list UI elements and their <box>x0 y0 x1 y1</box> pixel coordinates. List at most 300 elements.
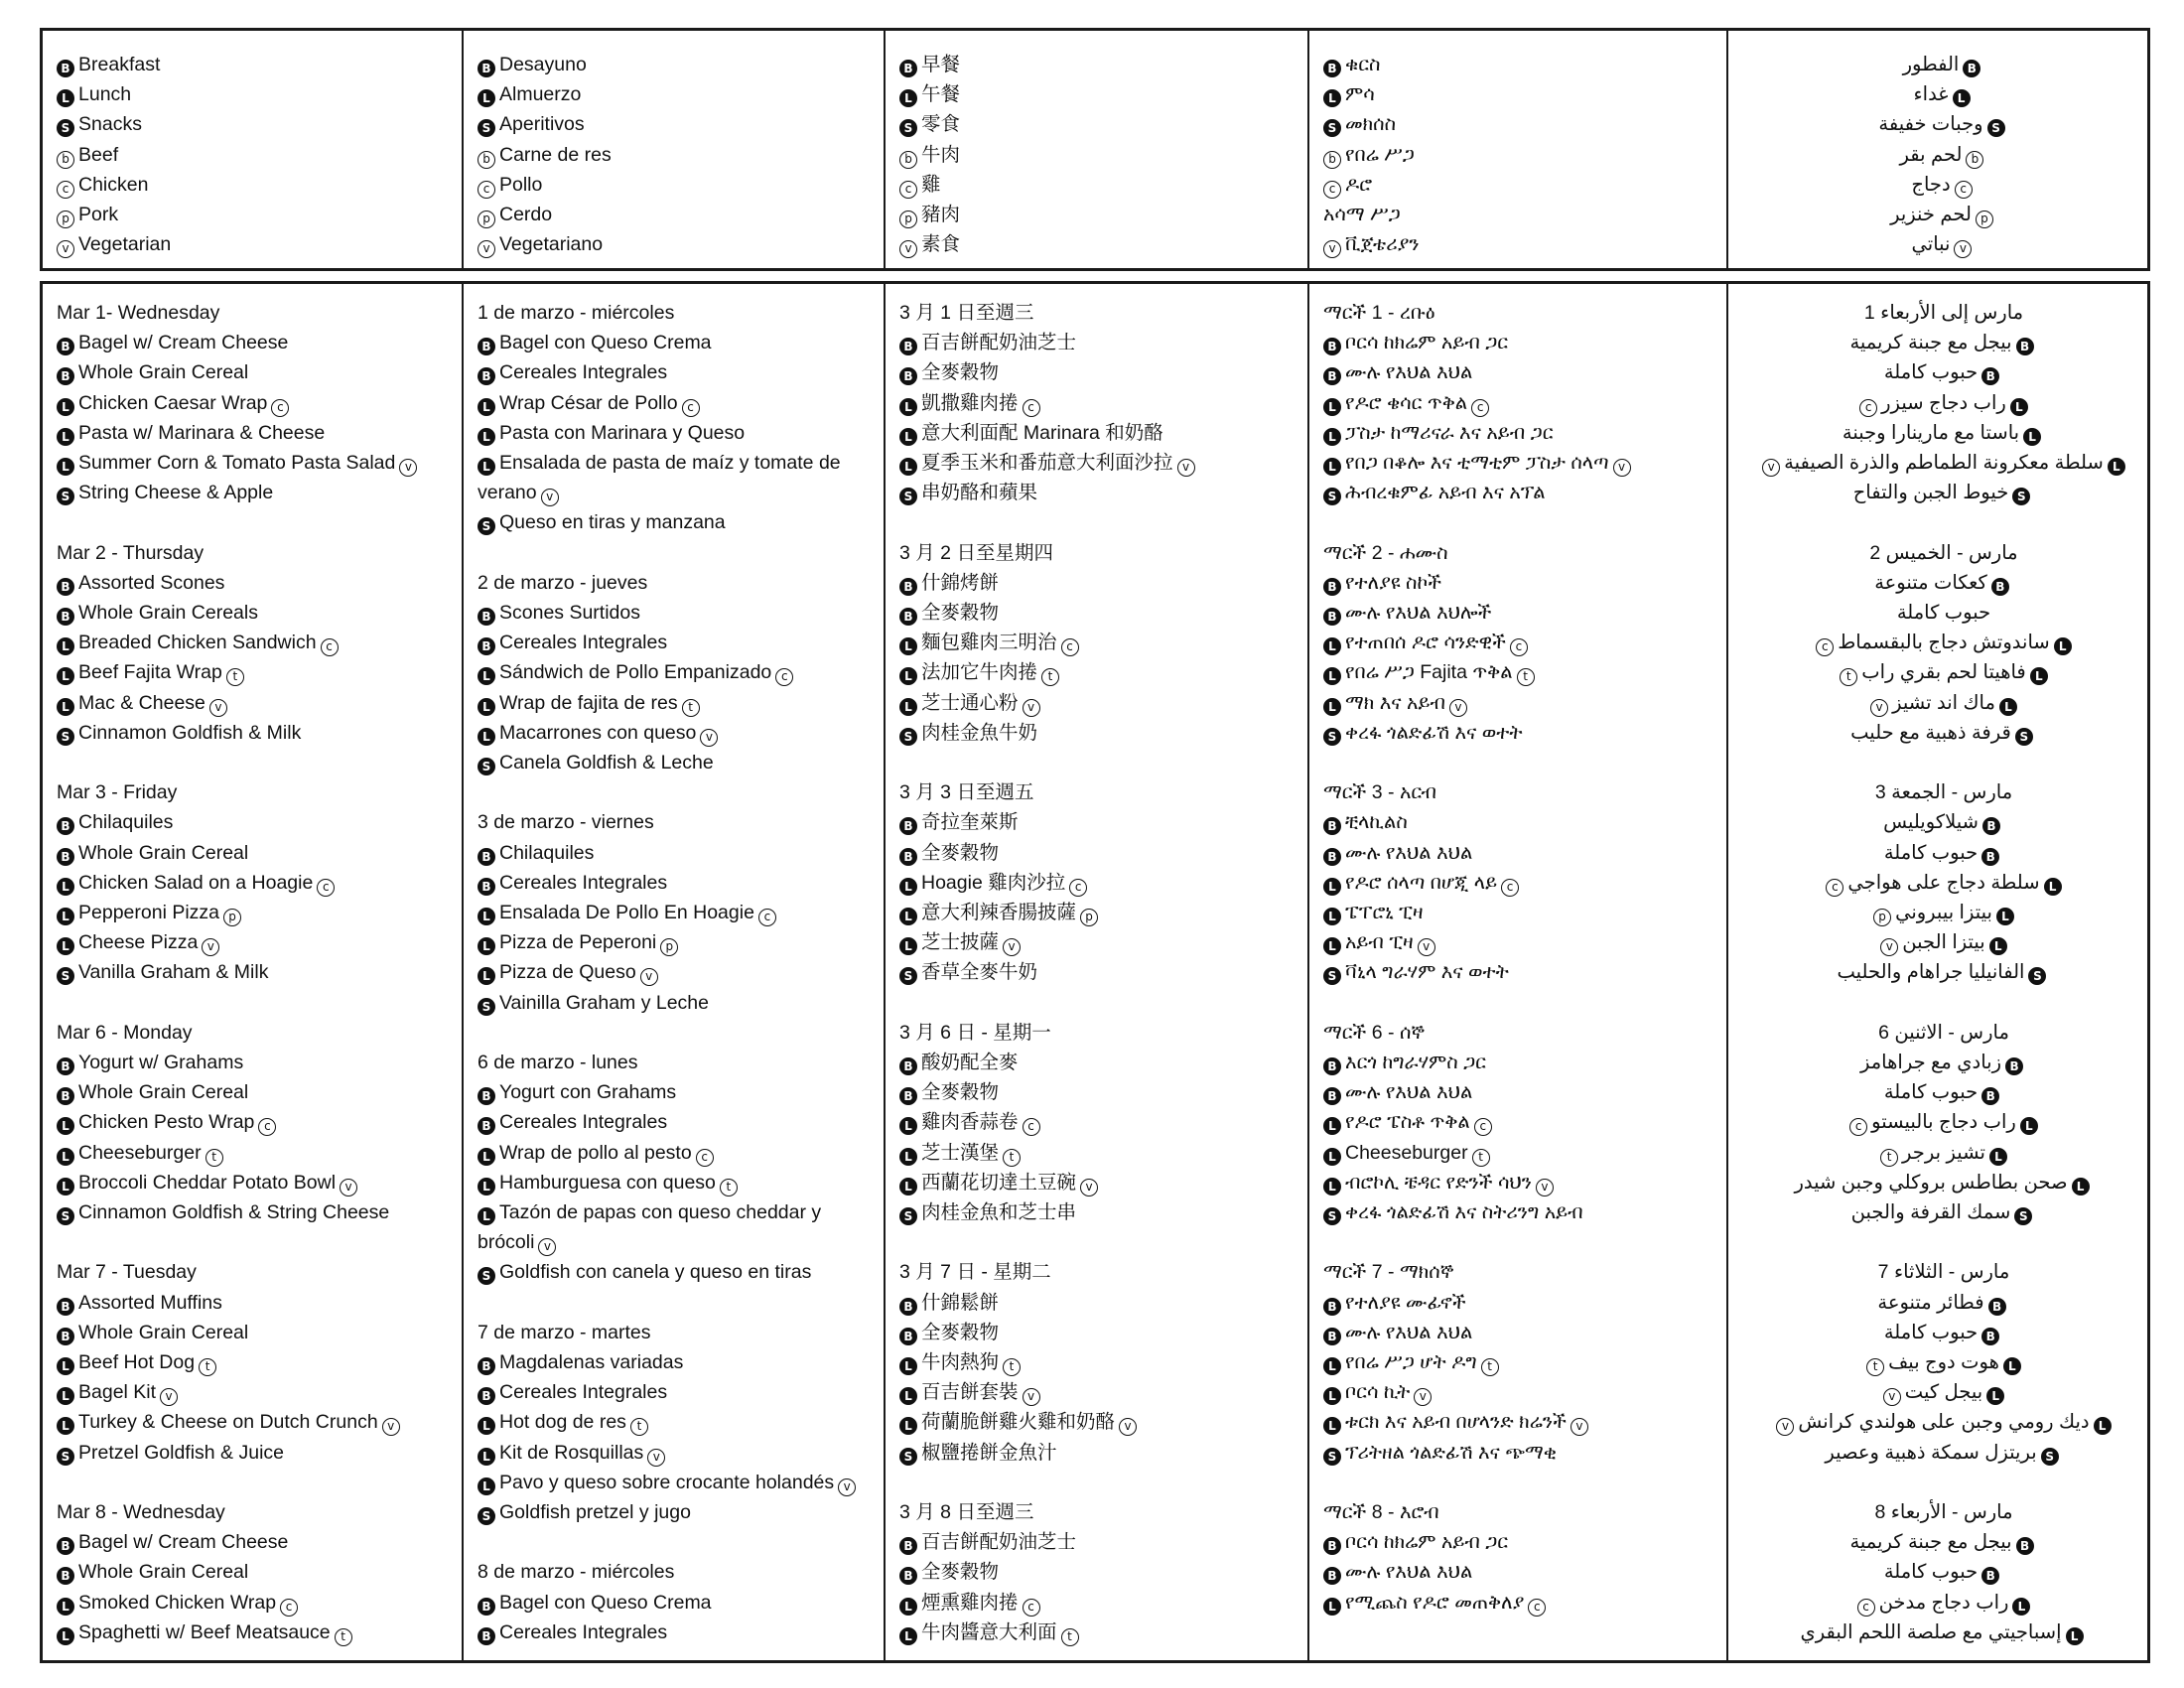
item-text: Pasta con Marinara y Queso <box>499 421 746 444</box>
menu-item <box>899 328 1299 357</box>
item-text: Spaghetti w/ Beef Meatsauce <box>78 1620 331 1643</box>
item-text: باستا مع مارينارا وجبنة <box>1842 421 2020 444</box>
item-text: حبوب كاملة <box>1896 602 1991 625</box>
lunch-icon: L <box>899 1417 917 1435</box>
breakfast-icon: B <box>2016 1537 2034 1555</box>
item-text: Chicken Salad on a Hoagie <box>78 871 314 894</box>
vegetarian-icon: v <box>1536 1179 1554 1196</box>
menu-item <box>899 1377 1299 1407</box>
day-heading <box>478 568 876 598</box>
snack-icon: S <box>57 488 74 505</box>
pork-icon: p <box>1976 211 1993 228</box>
menu-item <box>1323 1407 1718 1437</box>
item-text: ساندوتش دجاج بالبقسماط <box>1838 632 2050 654</box>
vegetarian-icon: v <box>1023 1388 1040 1406</box>
chicken-icon: c <box>57 181 74 199</box>
day-heading <box>1323 1257 1718 1287</box>
item-text: 全麥穀物 <box>921 1321 1000 1343</box>
item-text: Cerdo <box>499 204 553 226</box>
lunch-icon: L <box>2003 1357 2021 1375</box>
item-text: Chilaquiles <box>499 841 595 864</box>
item-text: 素食 <box>921 233 961 256</box>
chicken-icon: c <box>321 638 339 656</box>
chicken-icon: c <box>775 668 793 686</box>
lunch-icon: L <box>2066 1627 2084 1645</box>
menu-item <box>57 1407 454 1437</box>
day-heading <box>1323 1018 1718 1048</box>
snack-icon: S <box>478 1507 495 1525</box>
menu-item <box>57 1197 454 1227</box>
item-text: Almuerzo <box>499 83 582 106</box>
legend-item <box>1323 79 1718 109</box>
item-text: مارس - الجمعة 3 <box>1874 781 2013 804</box>
item-text: Cheese Pizza <box>78 931 199 954</box>
item-text: 3 月 3 日至週五 <box>899 781 1034 804</box>
menu-item <box>1742 838 2145 868</box>
item-text: حبوب كاملة <box>1883 1321 1979 1343</box>
item-text: خيوط الجبن والتفاح <box>1852 482 2009 504</box>
lunch-icon: L <box>899 698 917 716</box>
snack-icon: S <box>478 1267 495 1285</box>
menu-item <box>478 748 876 777</box>
vegetarian-icon: v <box>1613 459 1631 477</box>
menu-item <box>899 957 1299 987</box>
lunch-icon: L <box>478 667 495 685</box>
menu-item <box>478 448 876 507</box>
item-text: سلطة دجاج على هواجي <box>1847 871 2040 894</box>
item-text: 西蘭花切達土豆碗 <box>921 1171 1077 1194</box>
item-text: 牛肉醬意大利面 <box>921 1620 1057 1643</box>
item-text: Bagel w/ Cream Cheese <box>78 332 289 354</box>
lunch-icon: L <box>1323 1417 1341 1435</box>
menu-item <box>57 448 454 478</box>
menu-item <box>1742 1318 2145 1347</box>
breakfast-icon: B <box>57 60 74 77</box>
legend-item <box>899 50 1299 79</box>
menu-item <box>1742 1168 2145 1197</box>
item-text: Bagel Kit <box>78 1381 157 1404</box>
lunch-icon: L <box>478 1448 495 1466</box>
item-text: Aperitivos <box>499 113 585 136</box>
item-text: 全麥穀物 <box>921 1561 1000 1584</box>
breakfast-icon: B <box>1981 1567 1999 1585</box>
breakfast-icon: B <box>478 878 495 896</box>
menu-item <box>1742 1527 2145 1557</box>
item-text: ቺላኪልስ <box>1345 811 1408 834</box>
chicken-icon: c <box>1323 181 1341 199</box>
item-text: Bagel con Queso Crema <box>499 1591 712 1614</box>
beef-icon: t <box>226 668 244 686</box>
breakfast-icon: B <box>478 60 495 77</box>
spacer <box>899 988 1299 1018</box>
menu-item <box>899 1618 1299 1647</box>
snack-icon: S <box>57 119 74 137</box>
beef-icon: b <box>899 151 917 169</box>
snack-icon: S <box>2041 1448 2059 1466</box>
pork-icon: p <box>223 909 241 926</box>
breakfast-icon: B <box>899 817 917 835</box>
item-text: Ensalada de pasta de maíz y tomate de verano <box>478 452 841 504</box>
lunch-icon: L <box>1323 908 1341 925</box>
breakfast-icon: B <box>478 848 495 866</box>
item-text: Scones Surtidos <box>499 602 640 625</box>
legend-item <box>478 50 876 79</box>
item-text: سمك القرفة والجبن <box>1850 1201 2011 1224</box>
legend-item <box>478 140 876 170</box>
item-text: 意大利面配 Marinara 和奶酪 <box>921 421 1163 444</box>
menu-item <box>899 1288 1299 1318</box>
legend-item <box>1323 140 1718 170</box>
breakfast-icon: B <box>1981 367 1999 385</box>
lunch-icon: L <box>57 1148 74 1166</box>
day-heading <box>57 298 454 328</box>
chicken-icon: c <box>1471 399 1489 417</box>
menu-item <box>1323 598 1718 628</box>
item-text: Breaded Chicken Sandwich <box>78 632 317 654</box>
item-text: Mar 6 - Monday <box>57 1021 193 1044</box>
vegetarian-icon: v <box>1323 240 1341 258</box>
item-text: ቪጀቴሪያን <box>1345 233 1420 256</box>
legend-table <box>40 28 2150 271</box>
breakfast-icon: B <box>899 1328 917 1345</box>
beef-icon: t <box>1472 1149 1490 1167</box>
day-heading <box>1742 1497 2145 1527</box>
item-text: Whole Grain Cereal <box>78 1321 249 1343</box>
lunch-icon: L <box>2094 1417 2112 1435</box>
chicken-icon: c <box>271 399 289 417</box>
breakfast-icon: B <box>1323 1057 1341 1075</box>
item-text: 肉桂金魚牛奶 <box>921 721 1038 744</box>
item-text: Mar 3 - Friday <box>57 781 178 804</box>
item-text: Cereales Integrales <box>499 361 668 384</box>
vegetarian-icon: v <box>399 459 417 477</box>
spacer <box>1323 1468 1718 1497</box>
vegetarian-icon: v <box>1776 1418 1794 1436</box>
day-heading <box>57 538 454 568</box>
lunch-icon: L <box>899 937 917 955</box>
chicken-icon: c <box>280 1599 298 1617</box>
vegetarian-icon: v <box>1119 1418 1137 1436</box>
item-text: Desayuno <box>499 54 587 75</box>
item-text: Hot dog de res <box>499 1411 626 1434</box>
vegetarian-icon: v <box>538 1238 556 1256</box>
item-text: Vegetariano <box>499 233 604 256</box>
lunch-icon: L <box>1323 1598 1341 1616</box>
lunch-icon: L <box>2044 878 2062 896</box>
item-text: String Cheese & Apple <box>78 482 274 504</box>
item-text: 凱撒雞肉捲 <box>921 391 1019 414</box>
item-text: زبادي مع جراهامز <box>1859 1052 2002 1074</box>
item-text: 奇拉奎萊斯 <box>921 811 1019 834</box>
lunch-icon: L <box>57 878 74 896</box>
snack-icon: S <box>2028 967 2046 985</box>
breakfast-icon: B <box>57 1537 74 1555</box>
item-text: 夏季玉米和番茄意大利面沙拉 <box>921 452 1173 475</box>
vegetarian-icon: v <box>160 1388 178 1406</box>
lunch-icon: L <box>478 1207 495 1225</box>
item-text: የዶሮ ቄሳር ጥቅል <box>1345 391 1468 414</box>
beef-icon: t <box>682 699 700 717</box>
snack-icon: S <box>899 119 917 137</box>
menu-item <box>478 1168 876 1197</box>
menu-item <box>57 688 454 718</box>
day-heading <box>1742 538 2145 568</box>
menu-item <box>57 1557 454 1587</box>
item-text: Ensalada De Pollo En Hoagie <box>499 902 754 924</box>
breakfast-icon: B <box>1323 578 1341 596</box>
menu-item <box>1742 478 2145 507</box>
item-text: Cereales Integrales <box>499 1381 668 1404</box>
menu-item <box>1323 1197 1718 1227</box>
item-text: 煙熏雞肉捲 <box>921 1591 1019 1614</box>
item-text: Chicken Caesar Wrap <box>78 391 268 414</box>
item-text: ديك رومي وجبن على هولندي كرانش <box>1798 1411 2090 1434</box>
chicken-icon: c <box>258 1118 276 1136</box>
chicken-icon: c <box>1826 879 1843 897</box>
item-text: 3 月 2 日至星期四 <box>899 541 1053 564</box>
menu-item <box>899 1438 1299 1468</box>
vegetarian-icon: v <box>1418 938 1435 956</box>
item-text: 芝士通心粉 <box>921 691 1019 714</box>
menu-item <box>57 1288 454 1318</box>
lunch-icon: L <box>57 1117 74 1135</box>
item-text: بريتزل سمكة ذهبية وعصير <box>1825 1441 2037 1464</box>
lunch-icon: L <box>899 1117 917 1135</box>
snack-icon: S <box>478 758 495 775</box>
day-heading <box>57 1257 454 1287</box>
beef-icon: t <box>335 1628 352 1646</box>
item-text: 雞肉香蒜卷 <box>921 1111 1019 1134</box>
spacer <box>899 507 1299 537</box>
item-text: Lunch <box>78 83 132 106</box>
beef-icon: b <box>1966 151 1983 169</box>
menu-item <box>478 1107 876 1137</box>
spacer <box>1742 988 2145 1018</box>
beef-icon: b <box>1323 151 1341 169</box>
menu-item <box>1742 357 2145 387</box>
vegetarian-icon: v <box>1954 240 1972 258</box>
item-text: Pavo y queso sobre crocante holandés <box>499 1471 835 1493</box>
item-text: حبوب كاملة <box>1883 361 1979 384</box>
legend-column <box>1309 31 1728 268</box>
item-text: Hoagie 雞肉沙拉 <box>921 871 1066 894</box>
item-text: Pork <box>78 204 119 226</box>
day-heading <box>899 1257 1299 1287</box>
breakfast-icon: B <box>1323 1298 1341 1316</box>
item-text: راب دجاج سيزر <box>1881 391 2006 414</box>
vegetarian-icon: v <box>202 938 219 956</box>
day-heading <box>1742 1018 2145 1048</box>
item-text: ቱርክ እና አይብ በሆላንድ ክሬንች <box>1345 1411 1567 1434</box>
breakfast-icon: B <box>1323 1567 1341 1585</box>
menu-item <box>899 388 1299 418</box>
chicken-icon: c <box>1859 399 1877 417</box>
lunch-icon: L <box>1323 1357 1341 1375</box>
day-heading <box>899 538 1299 568</box>
item-text: 全麥穀物 <box>921 361 1000 384</box>
breakfast-icon: B <box>1323 367 1341 385</box>
item-text: Yogurt w/ Grahams <box>78 1052 244 1074</box>
lunch-icon: L <box>1323 428 1341 446</box>
beef-icon: b <box>478 151 495 169</box>
menu-item <box>57 1588 454 1618</box>
item-text: نباتي <box>1911 233 1951 256</box>
menu-item <box>57 657 454 687</box>
vegetarian-icon: v <box>899 240 917 258</box>
item-text: Goldfish con canela y queso en tiras <box>499 1261 812 1284</box>
item-text: راب دجاج مدخن <box>1878 1591 2009 1614</box>
menu-item <box>899 357 1299 387</box>
lunch-icon: L <box>899 458 917 476</box>
menu-item <box>57 357 454 387</box>
vegetarian-icon: v <box>1570 1418 1588 1436</box>
breakfast-icon: B <box>899 60 917 77</box>
menu-item <box>899 898 1299 927</box>
item-text: ዶሮ <box>1345 173 1373 196</box>
legend-item <box>1323 170 1718 200</box>
menu-item <box>899 718 1299 748</box>
vegetarian-icon: v <box>1870 699 1888 717</box>
menu-item <box>1742 328 2145 357</box>
snack-icon: S <box>899 488 917 505</box>
menu-item <box>1323 1077 1718 1107</box>
item-text: Pizza de Peperoni <box>499 931 657 954</box>
breakfast-icon: B <box>1323 1537 1341 1555</box>
item-text: وجبات خفيفة <box>1878 113 1983 136</box>
spacer <box>1742 1227 2145 1257</box>
menu-item <box>57 868 454 898</box>
item-text: Cereales Integrales <box>499 632 668 654</box>
lunch-icon: L <box>2020 1117 2038 1135</box>
lunch-icon: L <box>1323 1117 1341 1135</box>
menu-item <box>899 1048 1299 1077</box>
legend-column <box>1728 31 2153 268</box>
menu-item <box>1323 357 1718 387</box>
breakfast-icon: B <box>1323 608 1341 626</box>
item-text: Beef Hot Dog <box>78 1351 196 1374</box>
menu-item <box>1742 807 2145 837</box>
snack-icon: S <box>2015 728 2033 746</box>
vegetarian-icon: v <box>640 968 658 986</box>
legend-column <box>464 31 886 268</box>
menu-item <box>57 1527 454 1557</box>
item-text: حبوب كاملة <box>1883 841 1979 864</box>
item-text: 3 月 1 日至週三 <box>899 302 1034 324</box>
legend-item <box>57 140 454 170</box>
item-text: Mar 8 - Wednesday <box>57 1501 225 1524</box>
day-heading <box>478 807 876 837</box>
legend-item <box>899 79 1299 109</box>
item-text: መክሰስ <box>1345 113 1397 136</box>
menu-item <box>478 1618 876 1647</box>
menu-item <box>1742 688 2145 718</box>
legend-column <box>886 31 1309 268</box>
item-text: የዶሮ ፔስቶ ጥቅል <box>1345 1111 1470 1134</box>
item-text: هوت دوج بيف <box>1888 1351 1999 1374</box>
lunch-icon: L <box>57 1357 74 1375</box>
menu-item <box>1742 927 2145 957</box>
lunch-icon: L <box>1323 667 1341 685</box>
spacer <box>1742 507 2145 537</box>
menu-item <box>1323 1168 1718 1197</box>
item-text: Turkey & Cheese on Dutch Crunch <box>78 1411 378 1434</box>
item-text: Vegetarian <box>78 233 172 256</box>
item-text: ቁርስ <box>1345 54 1381 75</box>
item-text: ማክ እና አይብ <box>1345 691 1445 714</box>
menu-item <box>899 1168 1299 1197</box>
breakfast-icon: B <box>478 1117 495 1135</box>
lunch-icon: L <box>57 89 74 107</box>
legend-item <box>57 229 454 259</box>
menu-item <box>57 1077 454 1107</box>
menu-item <box>478 898 876 927</box>
item-text: فطائر متنوعة <box>1877 1291 1984 1314</box>
lunch-icon: L <box>2023 428 2041 446</box>
lunch-icon: L <box>899 1148 917 1166</box>
breakfast-icon: B <box>1981 848 1999 866</box>
spacer <box>478 777 876 807</box>
menu-item <box>899 478 1299 507</box>
legend-item <box>1742 229 2145 259</box>
legend-item <box>1742 170 2145 200</box>
menu-item <box>1742 1107 2145 1137</box>
item-text: 意大利辣香腸披薩 <box>921 902 1077 924</box>
item-text: ማርች 7 - ማክሰኞ <box>1323 1261 1454 1284</box>
legend-item <box>57 79 454 109</box>
menu-item <box>478 718 876 748</box>
menu-item <box>1742 1347 2145 1377</box>
item-text: Wrap de fajita de res <box>499 691 678 714</box>
pork-icon: p <box>1873 909 1891 926</box>
spacer <box>57 1227 454 1257</box>
menu-item <box>1742 568 2145 598</box>
menu-item <box>57 478 454 507</box>
menu-item <box>1742 1048 2145 1077</box>
snack-icon: S <box>478 517 495 535</box>
menu-item <box>1323 418 1718 448</box>
item-text: Pasta w/ Marinara & Cheese <box>78 421 326 444</box>
legend-item <box>1323 200 1718 229</box>
menu-item <box>1323 718 1718 748</box>
menu-item <box>478 1077 876 1107</box>
item-text: Broccoli Cheddar Potato Bowl <box>78 1171 337 1194</box>
item-text: 法加它牛肉捲 <box>921 661 1038 684</box>
item-text: እርጎ ከግራሃምስ ጋር <box>1345 1052 1486 1074</box>
lunch-icon: L <box>57 698 74 716</box>
menu-item <box>57 838 454 868</box>
menu-item <box>478 1497 876 1527</box>
menu-item <box>57 807 454 837</box>
item-text: ሙሉ የእህል እህል <box>1345 361 1473 384</box>
legend-item <box>899 229 1299 259</box>
item-text: ቀረፋ ጎልድፊሽ እና ስትሪንግ አይብ <box>1345 1201 1583 1224</box>
beef-icon: t <box>1517 668 1535 686</box>
beef-icon: t <box>1041 668 1059 686</box>
legend-item <box>57 200 454 229</box>
pork-icon: p <box>57 211 74 228</box>
item-text: Queso en tiras y manzana <box>499 511 726 534</box>
item-text: Yogurt con Grahams <box>499 1081 677 1104</box>
menu-column <box>1309 284 1728 1660</box>
legend-item <box>478 170 876 200</box>
chicken-icon: c <box>1955 181 1973 199</box>
item-text: فاهيتا لحم بقري راب <box>1861 661 2026 684</box>
menu-item <box>1323 448 1718 478</box>
item-text: قرفة ذهبية مع حليب <box>1850 721 2011 744</box>
lunch-icon: L <box>57 1598 74 1616</box>
item-text: Mar 2 - Thursday <box>57 541 205 564</box>
breakfast-icon: B <box>57 338 74 355</box>
